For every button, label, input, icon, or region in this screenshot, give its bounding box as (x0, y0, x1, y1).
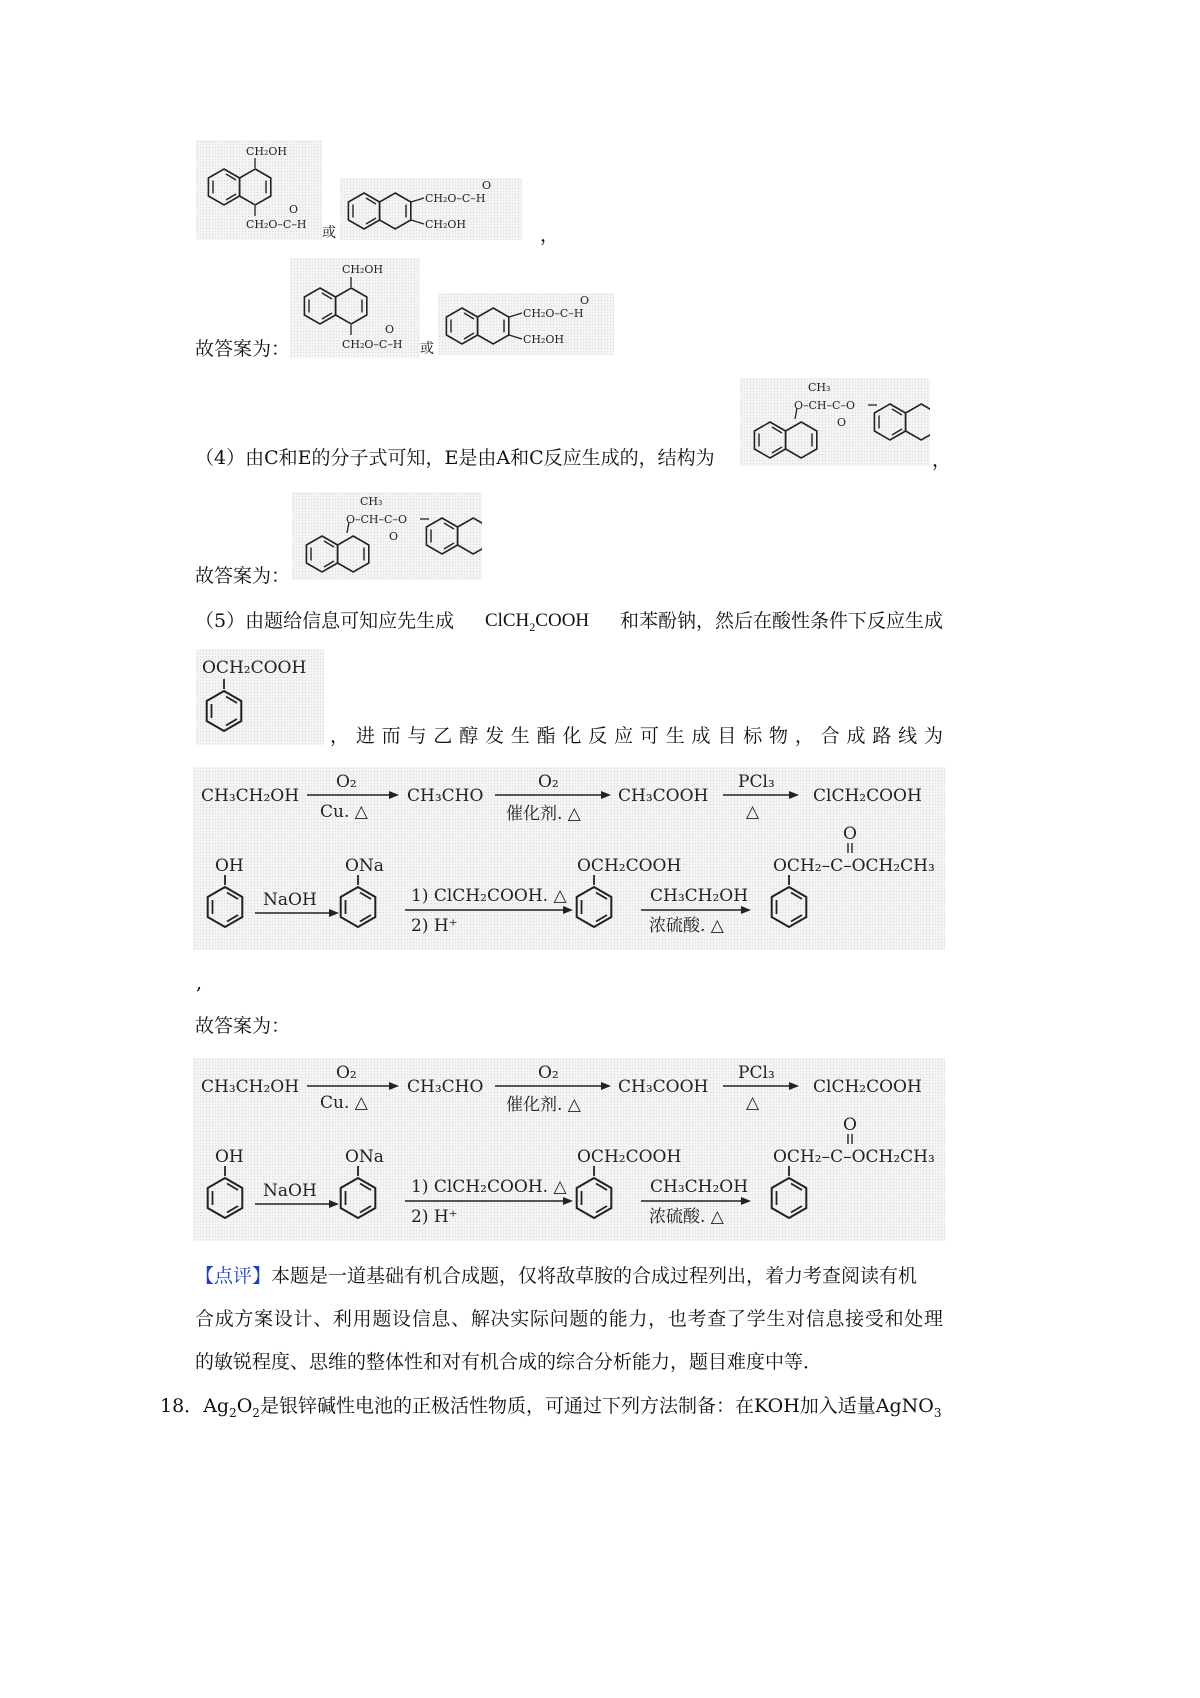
phenoxyacetic-acid: OCH₂COOH (577, 1147, 682, 1167)
conc-h2so4: 浓硫酸. △ (649, 916, 724, 936)
synthesis-route-2 (193, 1058, 945, 1241)
step2-reagent: 2) H⁺ (411, 1207, 458, 1227)
compound-e-chain-answer: O–CH–C–O (346, 513, 407, 526)
compound-e-ch3: CH₃ (808, 381, 831, 394)
section-5-text-a: （5）由题给信息可知应先生成 (195, 610, 455, 632)
section-5-line1 (195, 607, 943, 641)
mol2-ch2oh-label: CH₂OH (425, 218, 467, 231)
mol1-carbonyl-o: O (289, 203, 299, 216)
or-word-answer: 或 (420, 341, 434, 357)
target-ester: OCH₂–C–OCH₂CH₃ (773, 1147, 935, 1167)
answer-prefix: 故答案为： (195, 565, 291, 587)
structure-naphthalene-2-3-disubstituted-answer (438, 293, 614, 355)
phenol-oh: OH (215, 1147, 244, 1167)
arrow1-top: O₂ (336, 772, 357, 792)
comment-line3: 的敏锐程度、思维的整体性和对有机合成的综合分析能力，题目难度中等． (195, 1351, 823, 1373)
structure-compound-e-answer (292, 492, 482, 580)
sodium-phenoxide-ona: ONa (345, 856, 384, 876)
mol2-carbonyl-o-answer: O (580, 294, 590, 307)
agno3-subscript: 3 (933, 1405, 942, 1420)
section-5-text-c: ，进而与乙醇发生酯化反应可生成目标物，合成路线为 (330, 725, 943, 747)
step1-reagent: 1) ClCH₂COOH. △ (411, 1177, 567, 1197)
mol2-ester-label-answer: CH₂O–C–H (523, 307, 584, 320)
comment-text-1: 本题是一道基础有机合成题，仅将敌草胺的合成过程列出，着力考查阅读有机 (271, 1265, 918, 1287)
structure-compound-e (740, 378, 930, 466)
conc-h2so4: 浓硫酸. △ (649, 1207, 724, 1227)
mol1-ch2oh-label: CH₂OH (246, 145, 288, 158)
ag2o2-formula: $Ag_2O_2$ (203, 1395, 260, 1420)
ethanol: CH₃CH₂OH (201, 786, 300, 806)
acetaldehyde: CH₃CHO (407, 786, 484, 806)
synthesis-route-1 (193, 767, 945, 950)
comment-tag: 【点评】 (195, 1265, 272, 1287)
arrow2-top: O₂ (538, 772, 559, 792)
mol1-ch2oh-label-answer: CH₂OH (342, 263, 384, 276)
arrow3-top: PCl₃ (738, 1063, 775, 1083)
arrow1-bottom: Cu. △ (320, 1093, 368, 1113)
mol2-ester-label: CH₂O–C–H (425, 192, 486, 205)
section-5-text-b: 和苯酚钠，然后在酸性条件下反应生成 (619, 610, 943, 632)
step2-reagent: 2) H⁺ (411, 916, 458, 936)
ester-carbonyl-o: O (843, 824, 857, 844)
mol2-carbonyl-o: O (482, 179, 492, 192)
or-word: 或 (322, 225, 336, 241)
arrow2-bottom: 催化剂. △ (506, 1095, 581, 1115)
comment-line2: 合成方案设计、利用题设信息、解决实际问题的能力，也考查了学生对信息接受和处理 (195, 1308, 943, 1330)
question-18-text: 是银锌碱性电池的正极活性物质，可通过下列方法制备：在KOH加入适量AgNO (259, 1395, 934, 1417)
ester-carbonyl-o: O (843, 1115, 857, 1135)
compound-e-chain: O–CH–C–O (794, 399, 855, 412)
acetic-acid: CH₃COOH (618, 786, 709, 806)
arrow1-bottom: Cu. △ (320, 802, 368, 822)
chloroacetic-acid: ClCH₂COOH (813, 1077, 922, 1097)
target-ester: OCH₂–C–OCH₂CH₃ (773, 856, 935, 876)
mol1-ester-label: CH₂O–C–H (246, 218, 307, 231)
answer-prefix: 故答案为： (195, 338, 291, 360)
question-18 (160, 1392, 950, 1427)
mol1-ester-label-answer: CH₂O–C–H (342, 338, 403, 351)
structure-phenoxyacetic-acid (196, 649, 324, 745)
structure-naphthalene-1-4-disubstituted (196, 140, 322, 240)
arrow1-top: O₂ (336, 1063, 357, 1083)
comma: ， (932, 449, 952, 471)
compound-e-ch3-answer: CH₃ (360, 495, 383, 508)
arrow3-bottom: △ (746, 802, 760, 822)
comment-line1 (195, 1262, 943, 1290)
chloroacetic-acid-formula: ClCH$_2$COOH (484, 610, 590, 634)
arrow3-top: PCl₃ (738, 772, 775, 792)
acetaldehyde: CH₃CHO (407, 1077, 484, 1097)
phenol-oh: OH (215, 856, 244, 876)
arrow2-bottom: 催化剂. △ (506, 804, 581, 824)
compound-e-carbonyl-o: O (837, 416, 847, 429)
ethanol-reagent: CH₃CH₂OH (650, 1177, 749, 1197)
compound-e-carbonyl-o-answer: O (389, 530, 399, 543)
sodium-phenoxide-ona: ONa (345, 1147, 384, 1167)
naoh-reagent: NaOH (263, 1181, 317, 1201)
chloroacetic-acid: ClCH₂COOH (813, 786, 922, 806)
question-number: 18． (160, 1395, 204, 1417)
step1-reagent: 1) ClCH₂COOH. △ (411, 886, 567, 906)
naoh-reagent: NaOH (263, 890, 317, 910)
ethanol: CH₃CH₂OH (201, 1077, 300, 1097)
structure-naphthalene-1-4-disubstituted-answer (290, 258, 420, 358)
phenoxyacetic-acid-label: OCH₂COOH (202, 658, 307, 678)
structure-naphthalene-2-3-disubstituted (340, 178, 522, 240)
arrow3-bottom: △ (746, 1093, 760, 1113)
comma: ， (540, 224, 560, 246)
answer-prefix: 故答案为： (195, 1015, 291, 1037)
arrow2-top: O₂ (538, 1063, 559, 1083)
section-4-text: （4）由C和E的分子式可知，E是由A和C反应生成的，结构为 (195, 447, 715, 469)
mol2-ch2oh-label-answer: CH₂OH (523, 333, 565, 346)
phenoxyacetic-acid: OCH₂COOH (577, 856, 682, 876)
acetic-acid: CH₃COOH (618, 1077, 709, 1097)
mol1-carbonyl-o-answer: O (385, 323, 395, 336)
ethanol-reagent: CH₃CH₂OH (650, 886, 749, 906)
comma: , (196, 972, 203, 994)
